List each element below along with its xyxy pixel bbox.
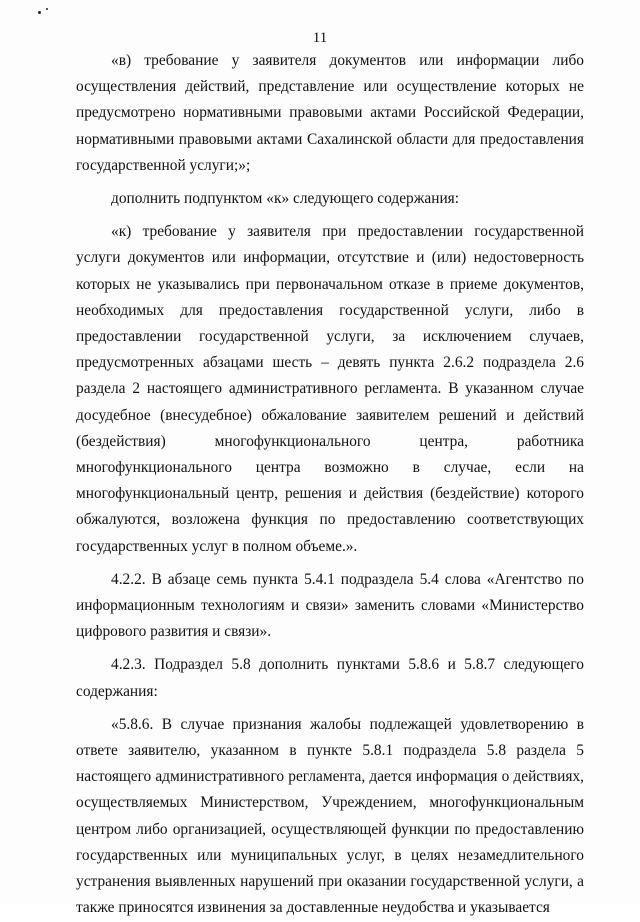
- paragraph: «к) требование у заявителя при предоставлении государственной услуги документов или информации, отсутствие и (или) недостоверность которых не указывались при первоначальном отказе в приеме документов, необходимых для предоставления государственной услуги, либо в предоставлении государственной услуги, за исключением случаев, предусмотренных абзацами шесть – девять пункта 2.6.2 подраздела 2.6 раздела 2 настоящего административного регламента. В указанном случае досудебное (внесудебное) обжалование заявителем решений и действий (бездействия) многофункционального центра, работника многофункционального центра возможно в случае, если на многофункциональный центр, решения и действия (бездействие) которого обжалуются, возложена функция по предоставлению соответствующих государственных услуг в полном объеме.».: [76, 223, 584, 555]
- paragraph: дополнить подпунктом «к» следующего содержания:: [111, 190, 460, 208]
- page-number: 11: [312, 30, 328, 46]
- paragraph: «5.8.6. В случае признания жалобы подлежащей удовлетворению в ответе заявителю, указанном в пункте 5.8.1 подраздела 5.8 раздела 5 настоящего административного регламента, дается информация о действиях, осуществляемых Министерством, Учреждением, многофункциональным центром либо организацией, осуществляющей функции по предоставлению государственных или муниципальных услуг, в целях незамедлительного устранения выявленных нарушений при оказании государственной услуги, а также приносятся извинения за доставленные неудобства и указывается: [76, 715, 584, 917]
- document-body: [76, 48, 584, 922]
- scan-speck: [38, 11, 41, 14]
- paragraph: «в) требование у заявителя документов или информации либо осуществления действий, представление или осуществление которых не предусмотрено нормативными правовыми актами Российской Федерации, нормативными правовыми актами Сахалинской области для предоставления государственной услуги;»;: [76, 52, 584, 174]
- scan-speck: [46, 8, 48, 10]
- paragraph: 4.2.3. Подраздел 5.8 дополнить пунктами 5.8.6 и 5.8.7 следующего содержания:: [76, 656, 584, 700]
- paragraph: 4.2.2. В абзаце семь пункта 5.4.1 подраздела 5.4 слова «Агентство по информационным технологиям и связи» заменить словами «Министерство цифрового развития и связи».: [76, 570, 584, 641]
